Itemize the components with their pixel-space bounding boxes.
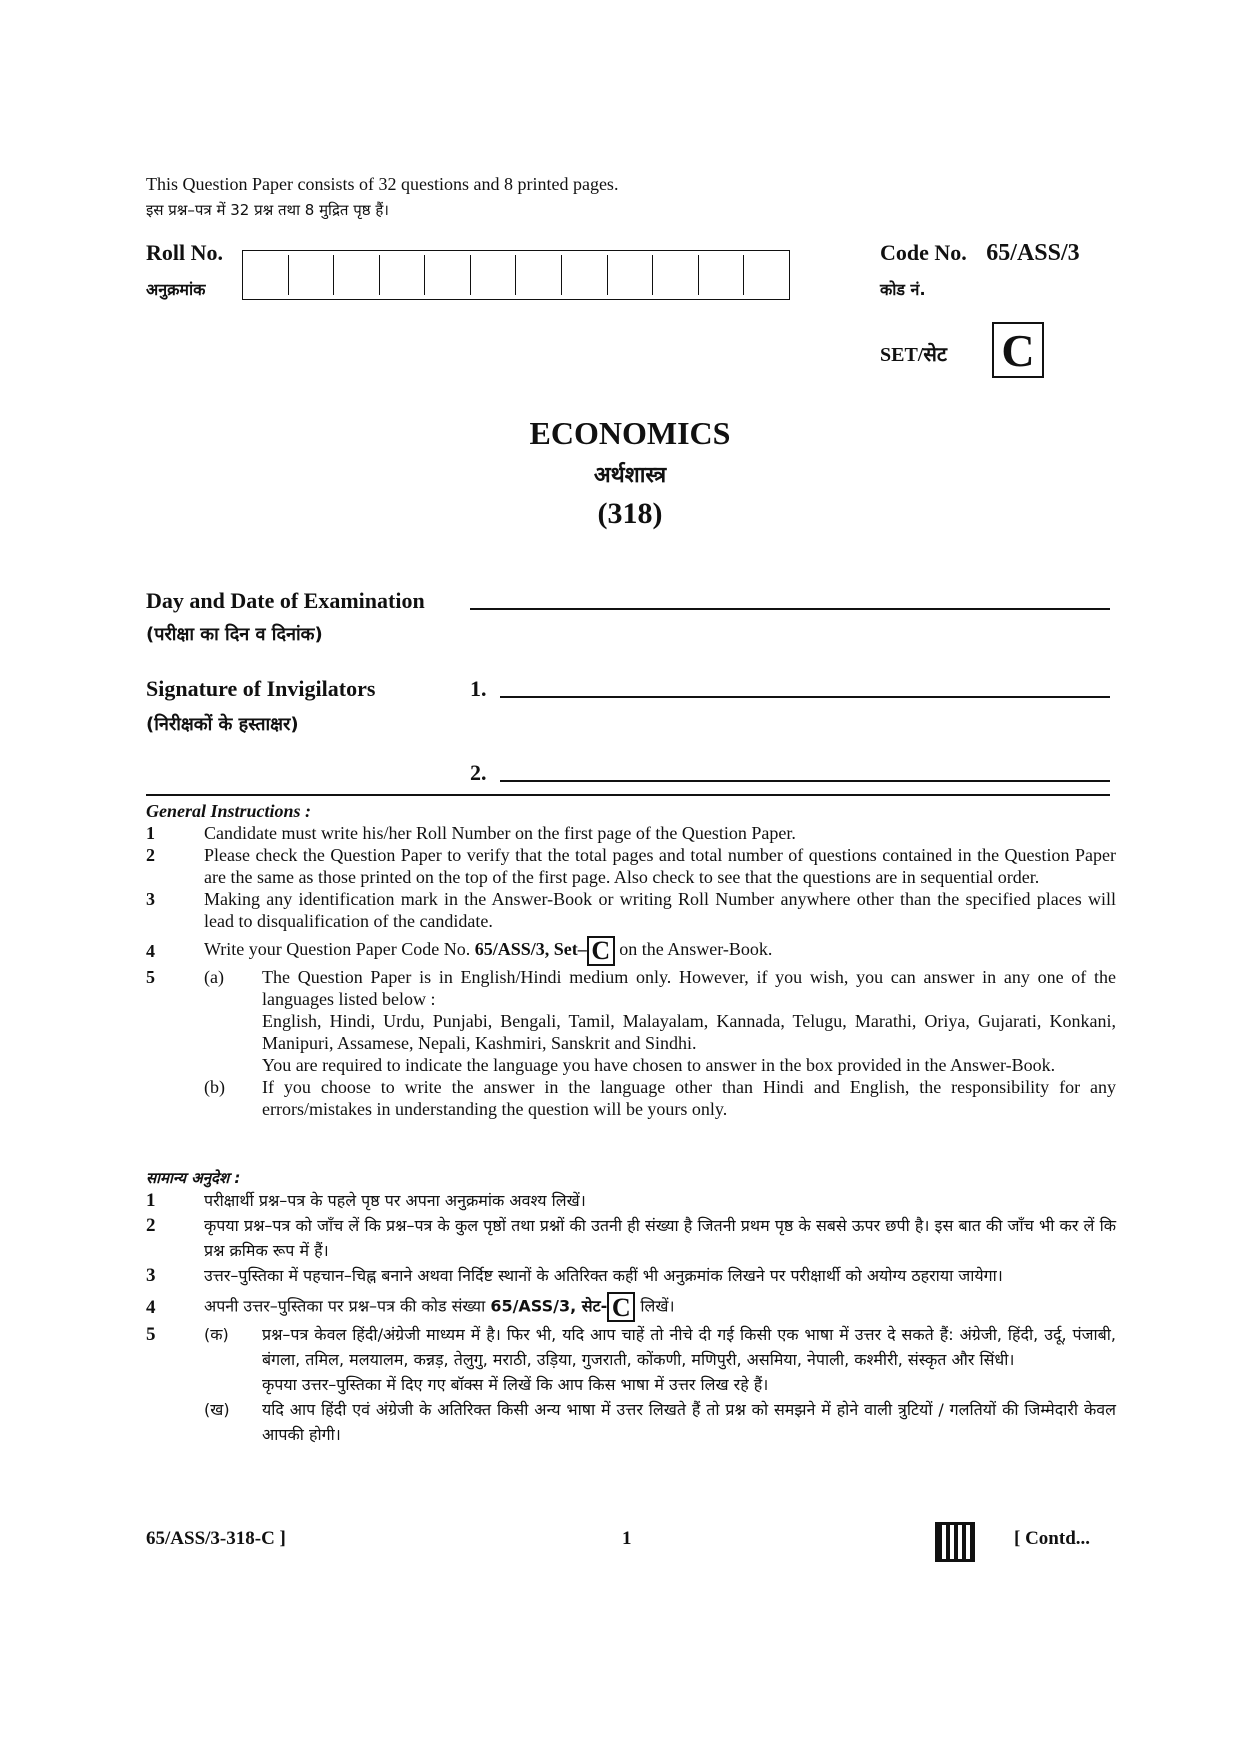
roll-cell[interactable]	[515, 255, 561, 295]
instruction-text: Making any identification mark in the Answer-Book or writing Roll Number anywhere other than the specified places will lead to disqualification of the candidate.	[204, 889, 1116, 931]
roll-cell[interactable]	[607, 255, 653, 295]
roll-number-boxes[interactable]	[242, 250, 790, 300]
subject-title: ECONOMICS	[529, 415, 731, 451]
i4-post-hi: लिखें।	[635, 1296, 675, 1316]
i4-post: on the Answer-Book.	[614, 939, 773, 960]
date-label: Day and Date of Examination	[146, 588, 425, 613]
subject-title-hi: अर्थशास्त्र	[593, 463, 667, 488]
roll-cell[interactable]	[652, 255, 698, 295]
instruction-item-hi	[146, 1292, 1116, 1322]
instruction-text: Please check the Question Paper to verify that the total pages and total number of questions contained in the Question Paper are the same as those printed on the top of the first page. Also check to see that the questions are in sequential order.	[204, 845, 1116, 887]
instruction-text: If you choose to write the answer in the language other than Hindi and English, the responsibility for any errors/mistakes in understanding the question will be yours only.	[262, 1077, 1116, 1119]
subject-code: (318)	[597, 497, 663, 530]
divider	[146, 794, 1110, 796]
roll-cell[interactable]	[379, 255, 425, 295]
instruction-number: 4	[146, 941, 155, 961]
instruction-number: 1	[146, 823, 155, 843]
sign2-line[interactable]	[500, 780, 1110, 782]
i4-set: C	[591, 936, 611, 965]
sign-label-hi: (निरीक्षकों के हस्ताक्षर)	[146, 714, 299, 735]
date-label-hi: (परीक्षा का दिन व दिनांक)	[146, 624, 323, 645]
roll-label: Roll No.	[146, 240, 223, 265]
i5a-line2: English, Hindi, Urdu, Punjabi, Bengali, Tamil, Malayalam, Kannada, Telugu, Marathi, Oriya, Gujarati, Konkani, Manipuri, Assamese, Nepali, Kashmiri, Sanskrit and Sindhi.	[262, 1011, 1116, 1053]
roll-cell[interactable]	[288, 255, 334, 295]
sub-label: (b)	[204, 1077, 225, 1097]
instruction-text: Candidate must write his/her Roll Number on the first page of the Question Paper.	[204, 823, 796, 843]
instruction-number: 5	[146, 1324, 156, 1345]
set-box-inline-hi	[607, 1292, 635, 1322]
footer-code: 65/ASS/3-318-C ]	[146, 1528, 286, 1549]
instruction-number: 3	[146, 889, 155, 909]
instruction-text-hi: कृपया प्रश्न–पत्र को जाँच लें कि प्रश्न–पत्र के कुल पृष्ठों तथा प्रश्नों की उतनी ही संख्या है जितनी प्रथम पृष्ठ के सबसे ऊपर छपी है। इस बात की जाँच भी कर लें कि प्रश्न क्रमिक रूप में हैं।	[204, 1216, 1116, 1260]
i4-code-hi: 65/ASS/3, सेट-	[490, 1296, 608, 1316]
instructions-heading: General Instructions :	[146, 801, 312, 821]
date-line[interactable]	[470, 608, 1110, 610]
instructions-hi	[146, 1168, 1116, 1447]
set-box	[992, 322, 1044, 378]
instruction-item-hi	[146, 1397, 1116, 1447]
instruction-item-hi	[146, 1322, 1116, 1397]
instruction-text-hi: उत्तर–पुस्तिका में पहचान–चिह्न बनाने अथवा निर्दिष्ट स्थानों के अतिरिक्त कहीं भी अनुक्रमांक लिखने पर परीक्षार्थी को अयोग्य ठहराया जायेगा।	[204, 1266, 1003, 1285]
code-label-hi: कोड नं.	[880, 280, 926, 299]
instruction-number: 2	[146, 845, 155, 865]
instruction-text	[262, 966, 1116, 1076]
roll-cell[interactable]	[333, 255, 379, 295]
set-value: C	[1001, 324, 1035, 376]
instruction-text-hi: परीक्षार्थी प्रश्न–पत्र के पहले पृष्ठ पर अपना अनुक्रमांक अवश्य लिखें।	[204, 1191, 586, 1210]
instruction-number: 5	[146, 967, 155, 987]
instruction-item-hi	[146, 1263, 1116, 1288]
i5a-hi-line1: प्रश्न–पत्र केवल हिंदी/अंग्रेजी माध्यम में है। फिर भी, यदि आप चाहें तो नीचे दी गई किसी एक भाषा में उत्तर दे सकते हैं: अंग्रेजी, हिंदी, उर्दू, पंजाबी, बंगला, तमिल, मलयालम, कन्नड़, तेलुगु, मराठी, उड़िया, गुजराती, कोंकणी, मणिपुरी, असमिया, नेपाली, कश्मीरी, संस्कृत और सिंधी।	[262, 1325, 1116, 1369]
instruction-text-hi	[262, 1322, 1116, 1397]
roll-cell[interactable]	[470, 255, 516, 295]
instruction-text-hi: यदि आप हिंदी एवं अंग्रेजी के अतिरिक्त किसी अन्य भाषा में उत्तर लिखते हैं तो प्रश्न को समझने में होने वाली त्रुटियों / गलतियों की जिम्मेदारी केवल आपकी होगी।	[262, 1400, 1116, 1444]
sub-label: (a)	[204, 967, 224, 987]
roll-label-hi: अनुक्रमांक	[146, 280, 206, 299]
instruction-item	[146, 822, 1116, 844]
roll-cell[interactable]	[743, 255, 789, 295]
instruction-item	[146, 844, 1116, 888]
i4-pre: Write your Question Paper Code No.	[204, 939, 475, 960]
consists-hi: इस प्रश्न–पत्र में 32 प्रश्न तथा 8 मुद्रित पृष्ठ हैं।	[146, 201, 389, 219]
sign1-number: 1.	[470, 676, 487, 701]
code-value: 65/ASS/3	[986, 240, 1080, 266]
i4-pre-hi: अपनी उत्तर–पुस्तिका पर प्रश्न–पत्र की कोड संख्या	[204, 1296, 491, 1316]
i5a-hi-line2: कृपया उत्तर–पुस्तिका में दिए गए बॉक्स में लिखें कि आप किस भाषा में उत्तर लिख रहे हैं।	[262, 1375, 769, 1394]
instruction-text	[204, 936, 1116, 966]
code-label: Code No.	[880, 240, 967, 265]
instruction-number: 2	[146, 1215, 156, 1236]
roll-cell[interactable]	[424, 255, 470, 295]
instruction-item-hi	[146, 1213, 1116, 1263]
instruction-item	[146, 1076, 1116, 1120]
instructions-en	[146, 800, 1116, 1120]
sub-label-hi: (क)	[204, 1325, 229, 1344]
page-number: 1	[622, 1528, 632, 1549]
instruction-item	[146, 888, 1116, 932]
instruction-number: 3	[146, 1265, 156, 1286]
qr-code-icon	[935, 1522, 975, 1562]
instruction-number: 4	[146, 1296, 156, 1318]
instructions-heading-hi: सामान्य अनुदेश :	[146, 1169, 241, 1187]
i4-set-hi: C	[611, 1292, 631, 1322]
i5a-line3: You are required to indicate the language you have chosen to answer in the box provided in the Answer-Book.	[262, 1055, 1056, 1075]
sub-label-hi: (ख)	[204, 1400, 230, 1419]
instruction-item-hi	[146, 1188, 1116, 1213]
set-box-inline	[587, 936, 615, 966]
i5a-line1: The Question Paper is in English/Hindi medium only. However, if you wish, you can answer in any one of the languages listed below :	[262, 967, 1116, 1009]
roll-cell[interactable]	[698, 255, 744, 295]
contd-label: [ Contd...	[1014, 1528, 1091, 1549]
code-number	[880, 240, 1080, 267]
sign2-number: 2.	[470, 760, 487, 785]
instruction-text-hi	[204, 1292, 1116, 1322]
instruction-item	[146, 936, 1116, 966]
roll-cell[interactable]	[243, 255, 288, 295]
consists-en: This Question Paper consists of 32 questions and 8 printed pages.	[146, 174, 619, 194]
instruction-number: 1	[146, 1190, 156, 1211]
sign-label: Signature of Invigilators	[146, 676, 376, 701]
instruction-item	[146, 966, 1116, 1076]
roll-cell[interactable]	[561, 255, 607, 295]
sign1-line[interactable]	[500, 696, 1110, 698]
set-label: SET/सेट	[880, 344, 947, 366]
i4-code: 65/ASS/3, Set–	[474, 939, 587, 960]
